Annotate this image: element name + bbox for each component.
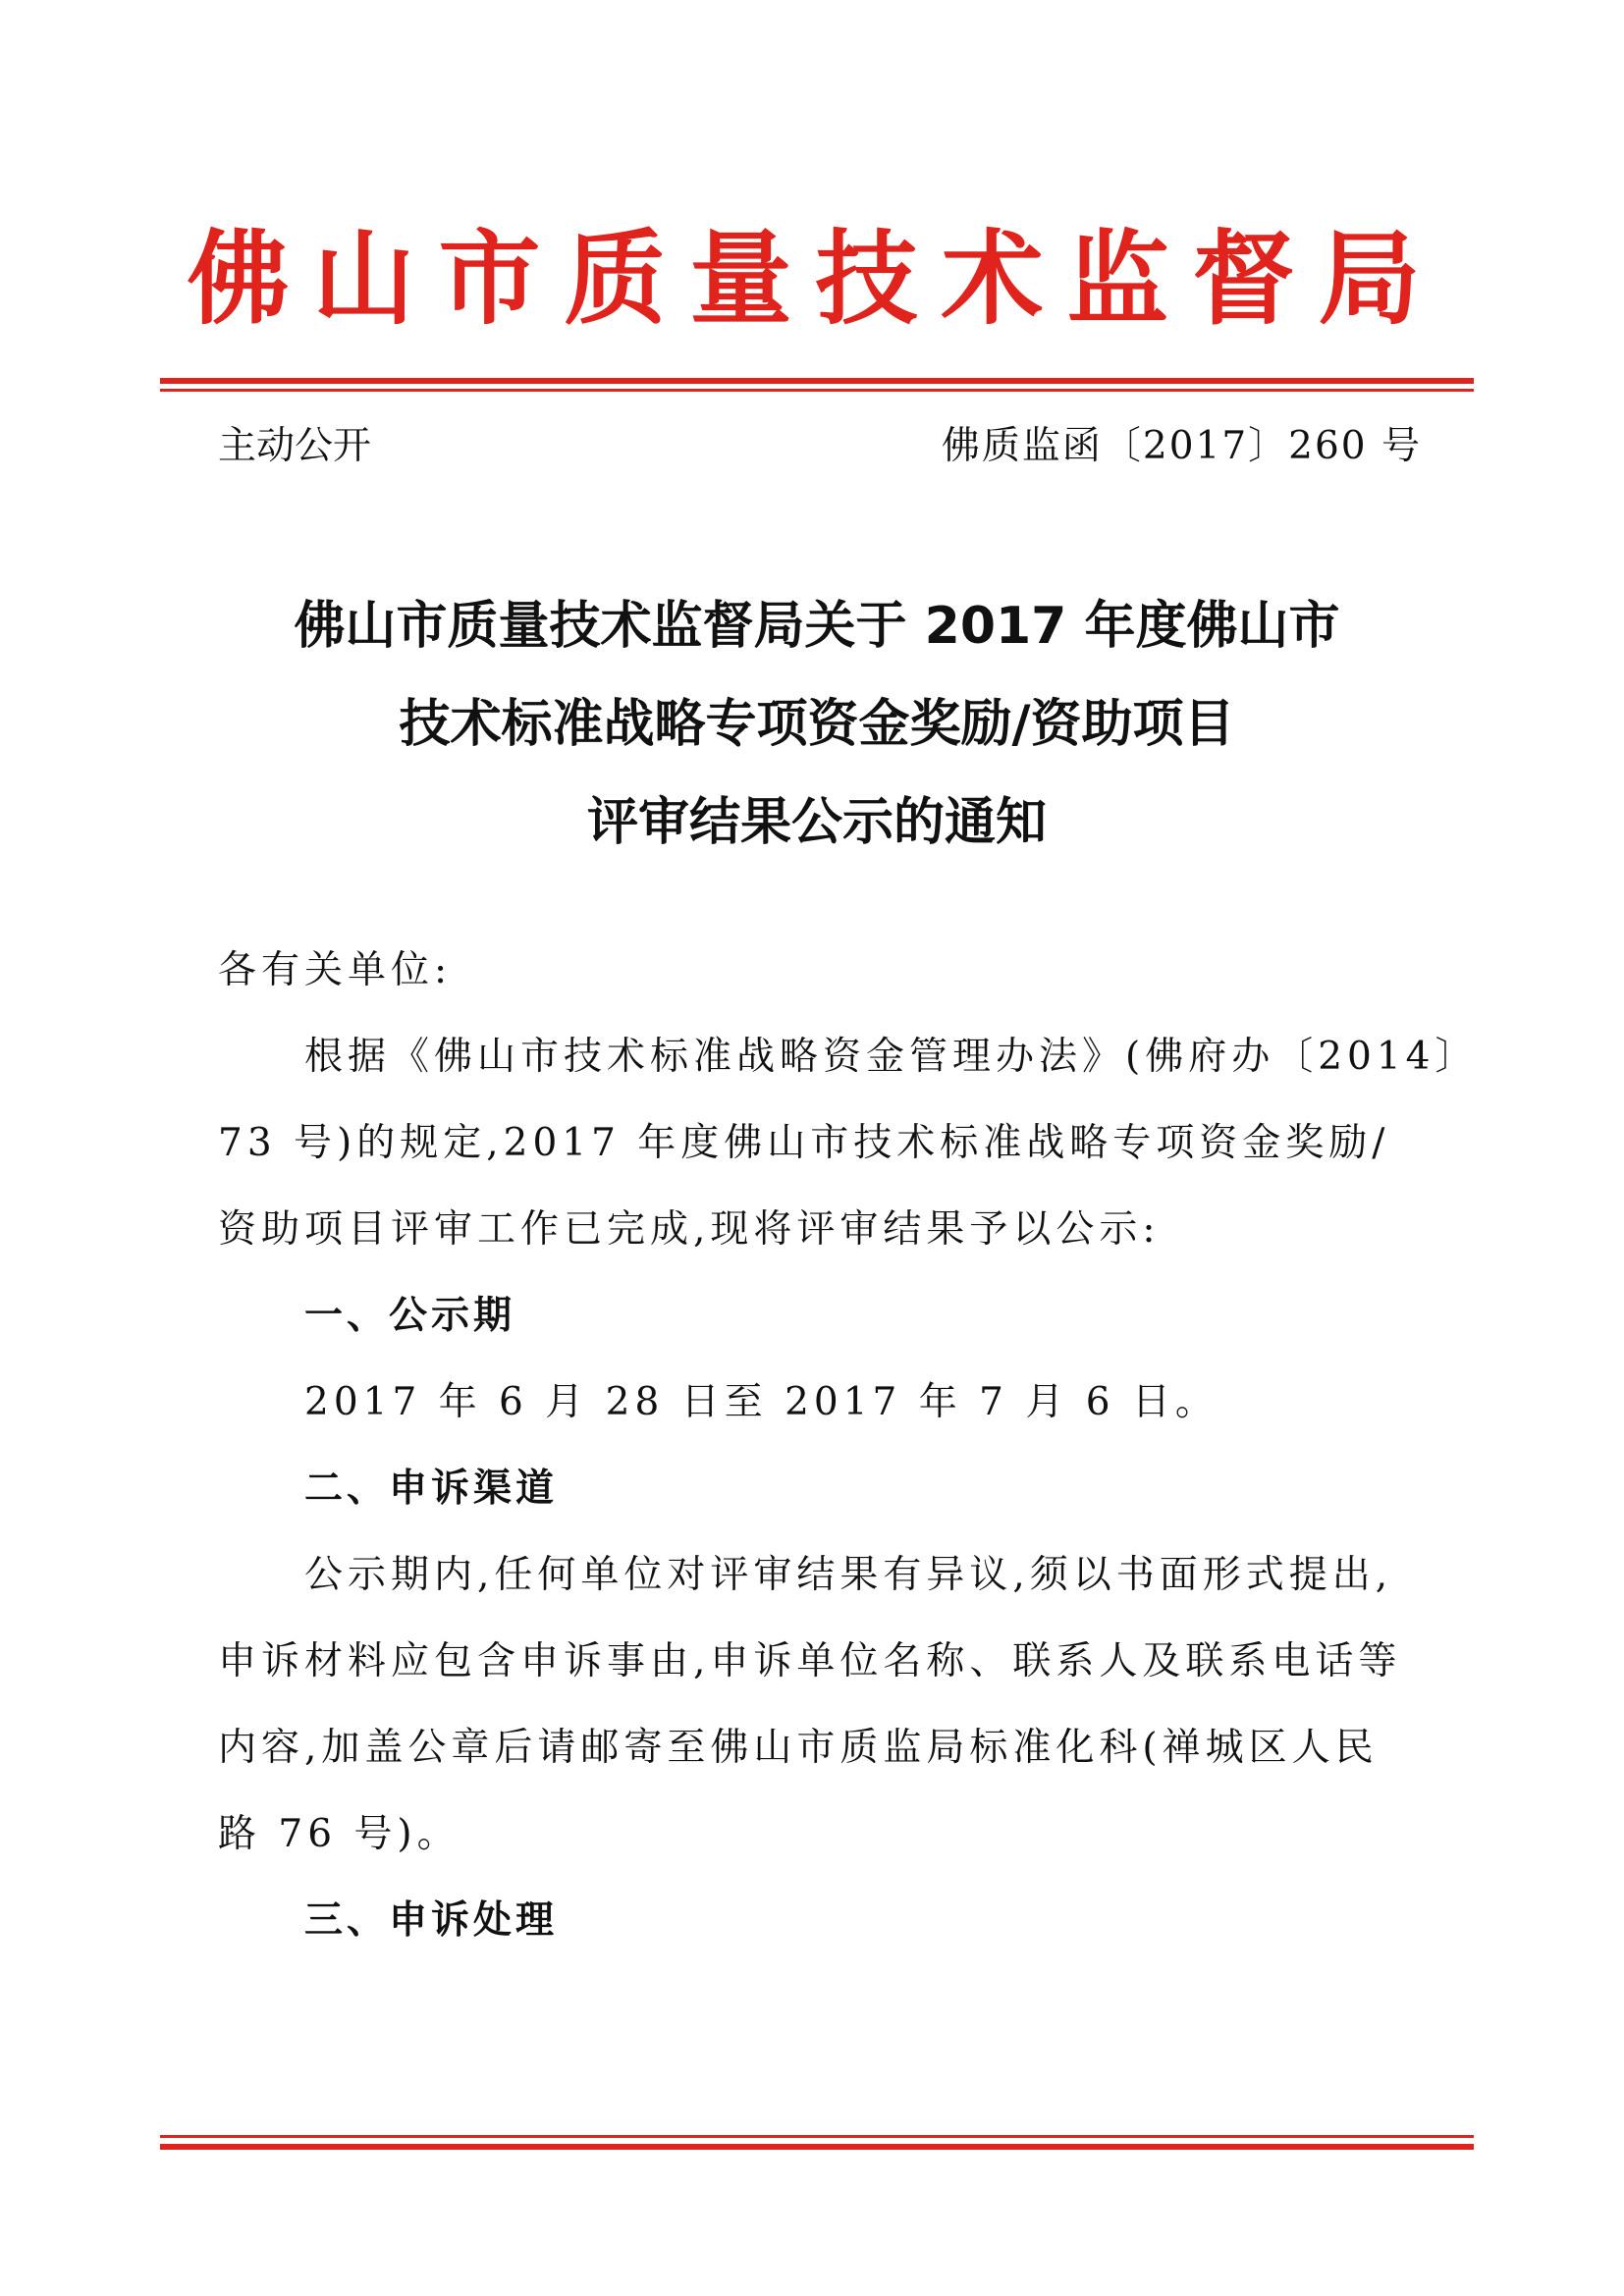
intro-line-1: 根据《佛山市技术标准战略资金管理办法》(佛府办〔2014〕 xyxy=(304,1035,1479,1079)
title-line-2: 技术标准战略专项资金奖励/资助项目 xyxy=(399,695,1235,754)
masthead-title: 佛山市质量技术监督局 xyxy=(187,219,1444,339)
salutation: 各有关单位: xyxy=(218,948,453,992)
intro-line-3: 资助项目评审工作已完成,现将评审结果予以公示: xyxy=(218,1207,1161,1252)
disclosure-label: 主动公开 xyxy=(218,424,372,468)
masthead-rule-bottom xyxy=(160,389,1474,392)
footer-rule-top xyxy=(160,2135,1474,2138)
footer-rule-bottom xyxy=(160,2144,1474,2150)
section-heading-1: 一、公示期 xyxy=(304,1294,516,1338)
document-meta-row xyxy=(218,422,1422,471)
section-heading-3: 三、申诉处理 xyxy=(304,1898,559,1943)
appeal-line-2: 申诉材料应包含申诉事由,申诉单位名称、联系人及联系电话等 xyxy=(218,1639,1402,1683)
document-title xyxy=(160,577,1474,872)
document-number: 佛质监函〔2017〕260 号 xyxy=(941,424,1422,468)
title-line-1: 佛山市质量技术监督局关于 2017 年度佛山市 xyxy=(294,597,1340,656)
appeal-line-3: 内容,加盖公章后请邮寄至佛山市质监局标准化科(禅城区人民 xyxy=(218,1726,1379,1770)
publicity-period-text: 2017 年 6 月 28 日至 2017 年 7 月 6 日。 xyxy=(304,1380,1218,1424)
masthead-rule-top xyxy=(160,378,1474,384)
intro-line-2: 73 号)的规定,2017 年度佛山市技术标准战略专项资金奖励/ xyxy=(218,1121,1390,1165)
section-heading-2: 二、申诉渠道 xyxy=(304,1467,559,1511)
title-line-3: 评审结果公示的通知 xyxy=(586,793,1047,852)
appeal-line-1: 公示期内,任何单位对评审结果有异议,须以书面形式提出, xyxy=(304,1553,1393,1597)
appeal-line-4: 路 76 号)。 xyxy=(218,1812,460,1856)
